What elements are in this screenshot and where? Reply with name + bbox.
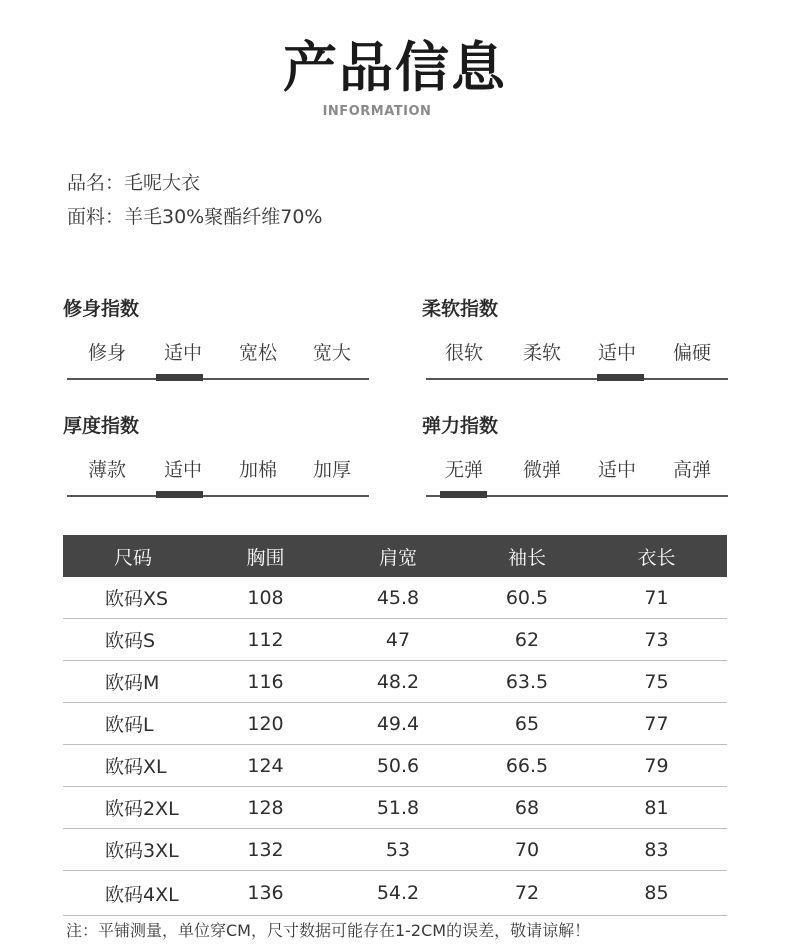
table-row (63, 745, 727, 787)
cell-size: 欧码4XL (63, 871, 203, 916)
cell-size: 欧码XS (63, 577, 203, 619)
softness-index-title: 柔软指数 (422, 298, 499, 320)
page-title: 产品信息 (283, 36, 507, 99)
cell-length: 71 (586, 577, 727, 619)
table-header-row (63, 535, 727, 577)
elasticity-option-4: 高弹 (672, 459, 711, 481)
softness-selected-marker (597, 374, 644, 381)
cell-shoulder: 54.2 (328, 871, 468, 916)
cell-chest: 108 (203, 577, 328, 619)
thickness-option-1: 薄款 (87, 459, 126, 481)
thickness-index-title: 厚度指数 (63, 415, 140, 437)
cell-chest: 136 (203, 871, 328, 916)
fit-option-3: 宽松 (238, 342, 277, 364)
thickness-index-line (67, 495, 369, 497)
cell-shoulder: 53 (328, 829, 468, 871)
fit-index (63, 296, 367, 396)
page-subtitle: INFORMATION (322, 104, 432, 119)
elasticity-option-1: 无弹 (444, 459, 483, 481)
cell-shoulder: 45.8 (328, 577, 468, 619)
header-size: 尺码 (63, 535, 203, 577)
cell-shoulder: 47 (328, 619, 468, 661)
cell-size: 欧码S (63, 619, 203, 661)
fit-index-line (67, 378, 369, 380)
softness-option-3: 适中 (597, 342, 636, 364)
elasticity-option-2: 微弹 (522, 459, 561, 481)
cell-length: 73 (586, 619, 727, 661)
table-row (63, 661, 727, 703)
cell-size: 欧码M (63, 661, 203, 703)
table-row (63, 577, 727, 619)
thickness-option-2: 适中 (163, 459, 202, 481)
fit-option-4: 宽大 (312, 342, 351, 364)
elasticity-selected-marker (440, 491, 487, 498)
thickness-option-3: 加棉 (238, 459, 277, 481)
softness-index-line (426, 378, 728, 380)
fit-option-1: 修身 (87, 342, 126, 364)
cell-sleeve: 62 (468, 619, 586, 661)
cell-length: 77 (586, 703, 727, 745)
thickness-option-4: 加厚 (312, 459, 351, 481)
softness-option-1: 很软 (444, 342, 483, 364)
cell-chest: 128 (203, 787, 328, 829)
thickness-index (63, 413, 367, 513)
table-row (63, 619, 727, 661)
cell-sleeve: 70 (468, 829, 586, 871)
header-sleeve: 袖长 (468, 535, 586, 577)
cell-size: 欧码L (63, 703, 203, 745)
cell-length: 79 (586, 745, 727, 787)
table-row (63, 703, 727, 745)
table-row (63, 871, 727, 916)
product-fabric: 面料：羊毛30%聚酯纤维70% (67, 206, 323, 228)
product-name: 品名：毛呢大衣 (67, 172, 201, 194)
header-length: 衣长 (586, 535, 727, 577)
cell-sleeve: 63.5 (468, 661, 586, 703)
cell-shoulder: 50.6 (328, 745, 468, 787)
table-row (63, 787, 727, 829)
measurement-note: 注：平铺测量，单位穿CM，尺寸数据可能存在1-2CM的误差，敬请谅解！ (66, 921, 591, 940)
elasticity-index-title: 弹力指数 (422, 415, 499, 437)
cell-length: 75 (586, 661, 727, 703)
cell-chest: 124 (203, 745, 328, 787)
cell-shoulder: 49.4 (328, 703, 468, 745)
cell-chest: 132 (203, 829, 328, 871)
fit-option-2: 适中 (163, 342, 202, 364)
elasticity-index (422, 413, 726, 513)
cell-sleeve: 60.5 (468, 577, 586, 619)
cell-size: 欧码3XL (63, 829, 203, 871)
cell-chest: 120 (203, 703, 328, 745)
cell-length: 81 (586, 787, 727, 829)
cell-size: 欧码XL (63, 745, 203, 787)
cell-chest: 116 (203, 661, 328, 703)
cell-length: 85 (586, 871, 727, 916)
cell-chest: 112 (203, 619, 328, 661)
cell-sleeve: 68 (468, 787, 586, 829)
header-chest: 胸围 (203, 535, 328, 577)
softness-index (422, 296, 726, 396)
cell-size: 欧码2XL (63, 787, 203, 829)
thickness-selected-marker (156, 491, 203, 498)
cell-shoulder: 51.8 (328, 787, 468, 829)
cell-length: 83 (586, 829, 727, 871)
cell-sleeve: 72 (468, 871, 586, 916)
softness-option-4: 偏硬 (672, 342, 711, 364)
cell-sleeve: 66.5 (468, 745, 586, 787)
header-shoulder: 肩宽 (328, 535, 468, 577)
fit-index-title: 修身指数 (63, 298, 140, 320)
softness-option-2: 柔软 (522, 342, 561, 364)
cell-sleeve: 65 (468, 703, 586, 745)
size-table (63, 535, 727, 916)
cell-shoulder: 48.2 (328, 661, 468, 703)
elasticity-option-3: 适中 (597, 459, 636, 481)
fit-selected-marker (156, 374, 203, 381)
table-row (63, 829, 727, 871)
